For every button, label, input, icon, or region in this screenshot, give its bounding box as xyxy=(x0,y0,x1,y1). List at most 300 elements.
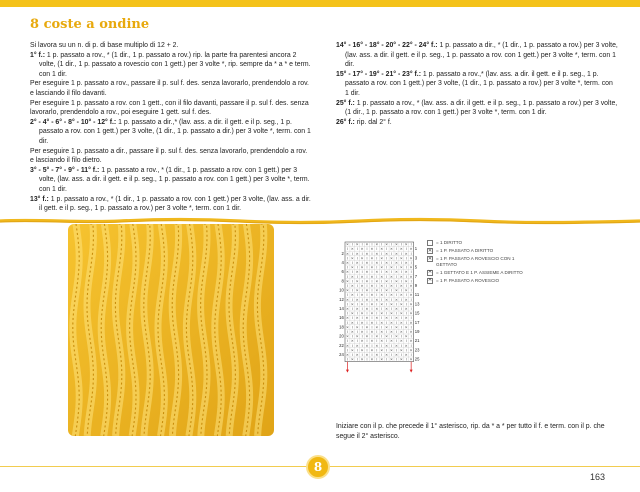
chart-cell-symbol: I xyxy=(371,242,373,247)
chart-cell-symbol: ✕ xyxy=(355,270,359,275)
chart-cell-symbol: I xyxy=(371,334,373,339)
repeat-arrow-icon xyxy=(346,370,349,373)
chart-cell-symbol: ✕ xyxy=(409,247,413,252)
chart-cell-symbol: I xyxy=(361,270,363,275)
chart-cell-symbol: I xyxy=(371,353,373,357)
chart-cell-symbol: ✕ xyxy=(409,265,413,270)
chart-cell-symbol: I xyxy=(371,307,373,311)
chart-cell-symbol: I xyxy=(386,265,388,270)
chart-cell-symbol: ✕ xyxy=(390,320,394,325)
chart-cell-symbol: I xyxy=(381,242,383,247)
chart-cell-symbol: I xyxy=(376,339,378,344)
chart-cell-symbol: I xyxy=(381,251,383,256)
legend-item xyxy=(427,270,527,276)
chart-cell-symbol: I xyxy=(391,307,393,311)
chart-cell-symbol: ✕ xyxy=(394,316,398,321)
chart-cell-symbol: ✕ xyxy=(365,279,369,284)
chart-cell-symbol: I xyxy=(395,293,397,298)
chart-cell-symbol: ✕ xyxy=(350,284,354,288)
chart-cell-symbol: ✕ xyxy=(385,279,389,284)
chart-row-label: 22 xyxy=(339,342,344,348)
instruction-paragraph xyxy=(30,166,312,195)
chart-cell-symbol: ✕ xyxy=(355,279,359,284)
chart-cell-symbol: ✕ xyxy=(409,330,413,334)
chart-cell-symbol: I xyxy=(400,334,402,339)
chart-cell-symbol: ✕ xyxy=(404,343,408,348)
chart-cell-symbol: ✕ xyxy=(375,316,379,321)
chart-cell-symbol: ✕ xyxy=(399,284,403,288)
chart-cell-symbol: I xyxy=(386,339,388,344)
chart-cell-symbol: ✕ xyxy=(390,293,394,298)
chart-cell-symbol: I xyxy=(366,357,368,362)
chart-cell-symbol: I xyxy=(405,265,407,270)
chart-cell-symbol: ✕ xyxy=(390,256,394,261)
chart-cell-symbol: I xyxy=(366,265,368,270)
chart-cell-symbol: ✕ xyxy=(350,247,354,252)
chart-cell-symbol: ✕ xyxy=(365,334,369,339)
chart-cell-symbol: ✕ xyxy=(365,270,369,275)
chart-cell-symbol: ✕ xyxy=(360,265,364,270)
instruction-paragraph xyxy=(30,79,312,98)
chart-cell-symbol: ✕ xyxy=(404,307,408,311)
chart-cell-symbol: ✕ xyxy=(350,274,354,279)
chart-cell-symbol: I xyxy=(405,293,407,298)
chart-cell-symbol: ✕ xyxy=(350,348,354,353)
instruction-text: 1 p. passato a rov., * (lav. ass. a dir. il gett. e il p. seg., 1 p. passato a rov.) per 3 volte, (1 dir., 1 p. passato a rov. con 1 gett.) per 3 volte *, term. con 1 dir. xyxy=(345,99,618,117)
chart-cell-symbol: I xyxy=(351,307,353,311)
chart-row-label: 7 xyxy=(414,273,418,279)
chart-cell-symbol: I xyxy=(395,265,397,270)
chart-row-label: 16 xyxy=(339,315,344,321)
chart-cell-symbol: I xyxy=(371,251,373,256)
chart-cell-symbol: I xyxy=(351,343,353,348)
instruction-paragraph xyxy=(30,99,312,118)
chart-cell-symbol: ✕ xyxy=(399,348,403,353)
chart-cell-symbol: I xyxy=(376,284,378,288)
chart-cell-symbol: I xyxy=(386,274,388,279)
chart-row-label: 15 xyxy=(414,310,420,316)
chart-cell-symbol: ✕ xyxy=(404,251,408,256)
chart-cell-symbol: ✕ xyxy=(404,316,408,321)
chart-cell-symbol: I xyxy=(386,293,388,298)
chart-cell-symbol: I xyxy=(366,274,368,279)
chart-cell-symbol: ✕ xyxy=(409,348,413,353)
instruction-paragraph xyxy=(336,118,618,128)
chart-cell-symbol: ✕ xyxy=(350,265,354,270)
chart-cell-symbol: I xyxy=(346,330,348,334)
chart-cell-symbol: I xyxy=(400,288,402,293)
chart-cell-symbol: ✕ xyxy=(345,307,349,311)
chart-cell-symbol: ✕ xyxy=(345,297,349,302)
chart-cell-symbol: I xyxy=(391,270,393,275)
chart-cell-symbol: I xyxy=(405,357,407,362)
chart-cell-symbol: I xyxy=(346,293,348,298)
instruction-paragraph xyxy=(30,147,312,166)
chart-cell-symbol: I xyxy=(395,274,397,279)
chart-cell-symbol: I xyxy=(410,334,412,339)
chart-cell-symbol: ✕ xyxy=(360,274,364,279)
chart-cell-symbol: I xyxy=(381,334,383,339)
chart-cell-symbol: ✕ xyxy=(375,307,379,311)
chart-cell-symbol: ✕ xyxy=(345,325,349,330)
chart-cell-symbol: I xyxy=(381,325,383,330)
chart-cell-symbol: ✕ xyxy=(380,357,384,362)
chart-cell-symbol: I xyxy=(395,357,397,362)
chart-cell-symbol: I xyxy=(410,251,412,256)
chart-cell-symbol: ✕ xyxy=(399,274,403,279)
instruction-paragraph xyxy=(30,195,312,214)
chart-cell-symbol: I xyxy=(405,330,407,334)
chart-cell-symbol: I xyxy=(356,247,358,252)
chart-cell-symbol: I xyxy=(386,284,388,288)
instruction-text: rip. dal 2° f. xyxy=(354,118,392,126)
chart-cell-symbol: ✕ xyxy=(380,256,384,261)
row-label: 3° - 5° - 7° - 9° - 11° f.: xyxy=(30,166,100,174)
chart-cell-symbol: I xyxy=(386,330,388,334)
knitted-swatch-photo xyxy=(68,224,274,436)
chart-cell-symbol: ✕ xyxy=(380,311,384,316)
chart-cell-symbol: I xyxy=(376,330,378,334)
chart-cell-symbol: I xyxy=(371,316,373,321)
chart-cell-symbol: I xyxy=(361,334,363,339)
instruction-paragraph xyxy=(30,51,312,80)
chart-cell-symbol: ✕ xyxy=(380,247,384,252)
chart-cell-symbol: I xyxy=(356,348,358,353)
chart-cell-symbol: ✕ xyxy=(399,357,403,362)
chart-cell-symbol: I xyxy=(346,302,348,307)
chart-cell-symbol: I xyxy=(366,348,368,353)
chart-cell-symbol: I xyxy=(361,251,363,256)
chart-cell-symbol: ✕ xyxy=(370,330,374,334)
chart-cell-symbol: ✕ xyxy=(360,320,364,325)
chart-cell-symbol: ✕ xyxy=(355,251,359,256)
chart-cell-symbol: ✕ xyxy=(394,353,398,357)
chart-cell-symbol: ✕ xyxy=(399,311,403,316)
chart-cell-symbol: ✕ xyxy=(380,320,384,325)
chart-cell-symbol: I xyxy=(366,330,368,334)
chart-cell-symbol: I xyxy=(400,279,402,284)
chart-cell-symbol: I xyxy=(381,307,383,311)
chart-cell-symbol: I xyxy=(366,339,368,344)
chart-cell-symbol: ✕ xyxy=(375,242,379,247)
legend-text: = 1 DIRITTO xyxy=(436,240,463,245)
chart-cell-symbol: I xyxy=(386,357,388,362)
chart-cell-symbol: ✕ xyxy=(365,242,369,247)
chart-cell-symbol: I xyxy=(356,311,358,316)
chart-cell-symbol: I xyxy=(356,330,358,334)
chart-cell-symbol: I xyxy=(361,353,363,357)
chart-cell-symbol: I xyxy=(356,284,358,288)
chart-cell-symbol: I xyxy=(356,357,358,362)
knitting-chart xyxy=(332,238,432,378)
chart-cell-symbol: I xyxy=(366,247,368,252)
chart-cell-symbol: ✕ xyxy=(394,288,398,293)
top-accent-bar xyxy=(0,0,640,7)
chart-cell-symbol: I xyxy=(351,288,353,293)
chart-cell-symbol: I xyxy=(351,261,353,265)
chart-cell-symbol: I xyxy=(405,274,407,279)
chart-cell-symbol: ✕ xyxy=(390,274,394,279)
chart-cell-symbol: ✕ xyxy=(404,353,408,357)
chart-cell-symbol: I xyxy=(391,325,393,330)
chart-cell-symbol: ✕ xyxy=(350,311,354,316)
chart-cell-symbol: I xyxy=(371,261,373,265)
chart-cell-symbol: ✕ xyxy=(345,279,349,284)
repeat-arrow-icon xyxy=(410,370,413,373)
chart-cell-symbol: ✕ xyxy=(355,325,359,330)
chart-cell-symbol: I xyxy=(361,288,363,293)
chart-row-label: 4 xyxy=(341,260,344,265)
chart-cell-symbol: ✕ xyxy=(409,293,413,298)
chart-cell-symbol: ✕ xyxy=(399,247,403,252)
chart-cell-symbol: I xyxy=(400,270,402,275)
chart-cell-symbol: ✕ xyxy=(409,302,413,307)
legend-text: = 1 P. PASSATO A ROVESCIO xyxy=(436,277,500,283)
chart-row-label: 9 xyxy=(414,283,418,288)
chart-cell-symbol: I xyxy=(386,247,388,252)
chart-cell-symbol: I xyxy=(410,279,412,284)
chart-cell-symbol: I xyxy=(386,256,388,261)
chart-cell-symbol: I xyxy=(361,297,363,302)
chart-cell-symbol: I xyxy=(376,265,378,270)
chart-cell-symbol: ✕ xyxy=(385,297,389,302)
chart-cell-symbol: ✕ xyxy=(380,339,384,344)
chart-cell-symbol: I xyxy=(346,357,348,362)
instruction-text: 1 p. passato a dir., * (1 dir., 1 p. passato a rov.) per 3 volte, (lav. ass. a dir. il gett. e il p. seg., 1 p. passato a rov. con 1 gett.) per 3 volte *, term. con 1 dir. xyxy=(345,42,618,69)
chart-cell-symbol: I xyxy=(366,293,368,298)
chart-cell-symbol: I xyxy=(371,270,373,275)
chart-cell-symbol: ✕ xyxy=(380,293,384,298)
instruction-paragraph xyxy=(30,118,312,147)
row-label: 25° f.: xyxy=(336,99,355,107)
chart-cell-symbol: ✕ xyxy=(370,320,374,325)
chart-cell-symbol: I xyxy=(395,330,397,334)
chart-cell-symbol: I xyxy=(346,247,348,252)
chart-cell-symbol: ✕ xyxy=(385,325,389,330)
chart-cell-symbol: I xyxy=(405,284,407,288)
chart-cell-symbol: ✕ xyxy=(365,316,369,321)
instruction-text: Per eseguire 1 p. passato a rov., passare il p. sul f. des. senza lavorarlo, prendendolo a rov. e lasciando il filo davanti. xyxy=(30,80,309,97)
instruction-text: 1 p. passato a rov., * (1 dir., 1 p. passato a rov.) rip. la parte fra parentesi ancora 2 volte, (1 dir., 1 p. passato a rovescio con 1 gett.) per 3 volte *, rip. sempre da * a * e term. con 1 dir. xyxy=(39,51,311,78)
legend-text: = 1 GETTATO E 1 P. ASSIEME A DIRITTO xyxy=(436,269,523,275)
chart-cell-symbol: ✕ xyxy=(345,334,349,339)
row-label: 26° f.: xyxy=(336,118,355,126)
chart-cell-symbol: ✕ xyxy=(404,270,408,275)
chart-cell-symbol: I xyxy=(391,316,393,321)
chart-cell-symbol: I xyxy=(386,302,388,307)
chart-cell-symbol: I xyxy=(400,307,402,311)
row-label: 14° - 16° - 18° - 20° - 22° - 24° f.: xyxy=(336,42,438,49)
chart-cell-symbol: ✕ xyxy=(390,330,394,334)
chart-cell-symbol: ✕ xyxy=(385,270,389,275)
chart-cell-symbol: ✕ xyxy=(355,353,359,357)
chart-cell-symbol: ✕ xyxy=(394,297,398,302)
legend-symbol-icon: ✕ xyxy=(427,269,433,276)
chart-cell-symbol: ✕ xyxy=(360,330,364,334)
chart-cell-symbol: ✕ xyxy=(399,339,403,344)
chart-cell-symbol: I xyxy=(391,279,393,284)
chart-cell-symbol: I xyxy=(381,261,383,265)
chart-cell-symbol: I xyxy=(366,311,368,316)
chart-cell-symbol: ✕ xyxy=(375,251,379,256)
chart-cell-symbol: ✕ xyxy=(390,311,394,316)
chart-cell-symbol: I xyxy=(391,343,393,348)
chart-cell-symbol: ✕ xyxy=(375,325,379,330)
chart-cell-symbol: ✕ xyxy=(360,247,364,252)
chart-cell-symbol: I xyxy=(361,316,363,321)
chart-cell-symbol: ✕ xyxy=(409,320,413,325)
chart-cell-symbol: I xyxy=(361,242,363,247)
chart-cell-symbol: ✕ xyxy=(390,265,394,270)
chart-cell-symbol: ✕ xyxy=(365,307,369,311)
instruction-text: Per eseguire 1 p. passato a dir., passare il p. sul f. des. senza lavorarlo, prendendolo a rov. e lasciando il filo dietro. xyxy=(30,147,308,165)
chart-cell-symbol: ✕ xyxy=(345,353,349,357)
row-label: 15° - 17° - 19° - 21° - 23° f.: xyxy=(336,70,422,78)
chart-cell-symbol: ✕ xyxy=(370,256,374,261)
chart-cell-symbol: ✕ xyxy=(409,339,413,344)
chart-cell-symbol: I xyxy=(376,320,378,325)
instruction-text: 1 p. passato a rov.,* (lav. ass. a dir. il gett. e il p. seg., 1 p. passato a rov. con 1 gett.) per 3 volte, (1 dir., 1 p. passato a rov.) per 3 volte *, term. con 1 dir. xyxy=(345,70,613,97)
chart-row-label: 10 xyxy=(339,287,344,293)
chart-cell-symbol: I xyxy=(356,293,358,298)
chart-cell-symbol: ✕ xyxy=(375,353,379,357)
chart-cell-symbol: I xyxy=(361,325,363,330)
instruction-paragraph xyxy=(336,99,618,118)
chart-cell-symbol: ✕ xyxy=(350,256,354,261)
chart-cell-symbol: I xyxy=(366,302,368,307)
chart-cell-symbol: ✕ xyxy=(375,270,379,275)
chart-cell-symbol: I xyxy=(405,348,407,353)
chart-row-label: 25 xyxy=(414,356,420,362)
chart-cell-symbol: ✕ xyxy=(365,325,369,330)
chart-cell-symbol: ✕ xyxy=(375,288,379,293)
chart-cell-symbol: ✕ xyxy=(360,339,364,344)
chart-cell-symbol: I xyxy=(346,320,348,325)
chart-cell-symbol: ✕ xyxy=(350,339,354,344)
chart-cell-symbol: I xyxy=(351,353,353,357)
chart-cell-symbol: I xyxy=(386,320,388,325)
row-label: 2° - 4° - 6° - 8° - 10° - 12° f.: xyxy=(30,118,117,126)
chart-cell-symbol: I xyxy=(351,242,353,247)
chart-cell-symbol: I xyxy=(400,261,402,265)
chart-cell-symbol: ✕ xyxy=(365,261,369,265)
chart-cell-symbol: I xyxy=(351,270,353,275)
chart-cell-symbol: I xyxy=(351,297,353,302)
chart-cell-symbol: ✕ xyxy=(394,325,398,330)
chart-row-label: 5 xyxy=(414,264,418,270)
chart-cell-symbol: ✕ xyxy=(350,293,354,298)
chart-cell-symbol: ✕ xyxy=(370,247,374,252)
legend-item xyxy=(427,248,527,254)
chart-cell-symbol: ✕ xyxy=(404,261,408,265)
chart-cell-symbol: I xyxy=(356,302,358,307)
instruction-text: 1 p. passato a rov., * (1 dir., 1 p. passato a rov. con 1 gett.) per 3 volte, (lav. ass. a dir. il gett. e il p. seg., 1 p. passato a rov. con 1 gett.) per 3 volte *, term. con 1 dir. xyxy=(39,166,310,193)
chart-cell-symbol: ✕ xyxy=(404,279,408,284)
chart-cell-symbol: ✕ xyxy=(350,330,354,334)
chart-cell-symbol: ✕ xyxy=(360,284,364,288)
chart-cell-symbol: I xyxy=(395,256,397,261)
chart-cell-symbol: ✕ xyxy=(394,279,398,284)
chart-cell-symbol: I xyxy=(361,343,363,348)
chart-cell-symbol: ✕ xyxy=(345,288,349,293)
chart-cell-symbol: ✕ xyxy=(345,270,349,275)
chart-cell-symbol: I xyxy=(410,270,412,275)
chart-cell-symbol: ✕ xyxy=(375,279,379,284)
chart-cell-symbol: ✕ xyxy=(355,307,359,311)
chart-cell-symbol: ✕ xyxy=(355,343,359,348)
chart-cell-symbol: I xyxy=(346,274,348,279)
chart-cell-symbol: I xyxy=(391,261,393,265)
chart-row-label: 3 xyxy=(414,255,418,261)
chart-cell-symbol: I xyxy=(386,348,388,353)
chart-cell-symbol: I xyxy=(361,279,363,284)
chart-cell-symbol: ✕ xyxy=(390,348,394,353)
chart-cell-symbol: I xyxy=(395,284,397,288)
chart-cell-symbol: ✕ xyxy=(394,242,398,247)
chart-cell-symbol: ✕ xyxy=(380,284,384,288)
chart-cell-symbol: ✕ xyxy=(385,353,389,357)
chart-cell-symbol: ✕ xyxy=(394,270,398,275)
chart-cell-symbol: ✕ xyxy=(380,265,384,270)
chart-cell-symbol: I xyxy=(405,302,407,307)
chart-row-label: 14 xyxy=(339,306,344,311)
chart-cell-symbol: I xyxy=(376,274,378,279)
chart-cell-symbol: I xyxy=(376,302,378,307)
chart-cell-symbol: ✕ xyxy=(375,334,379,339)
chart-cell-symbol: I xyxy=(356,274,358,279)
chart-cell-symbol: I xyxy=(366,284,368,288)
chart-cell-symbol: ✕ xyxy=(370,274,374,279)
chart-cell-symbol: I xyxy=(410,307,412,311)
chart-cell-symbol: I xyxy=(346,348,348,353)
chart-cell-symbol: I xyxy=(410,353,412,357)
legend-symbol-icon: ✕ xyxy=(427,255,433,262)
chart-cell-symbol: ✕ xyxy=(375,343,379,348)
chart-cell-symbol: ✕ xyxy=(370,311,374,316)
chart-cell-symbol: ✕ xyxy=(360,357,364,362)
chart-cell-symbol: I xyxy=(371,288,373,293)
chart-cell-symbol: I xyxy=(376,247,378,252)
chart-row-label: 6 xyxy=(341,269,344,275)
chart-cell-symbol: I xyxy=(391,251,393,256)
chart-cell-symbol: ✕ xyxy=(350,357,354,362)
chart-cell-symbol: ✕ xyxy=(360,311,364,316)
chart-row-label: 2 xyxy=(341,250,344,256)
chart-cell-symbol: ✕ xyxy=(355,334,359,339)
chart-cell-symbol: I xyxy=(391,242,393,247)
chart-cell-symbol: ✕ xyxy=(385,251,389,256)
chart-row-label: 13 xyxy=(414,301,420,307)
instructions-right-column xyxy=(336,41,618,127)
chart-cell-symbol: ✕ xyxy=(399,302,403,307)
chart-cell-symbol: I xyxy=(400,242,402,247)
chart-cell-symbol: I xyxy=(400,325,402,330)
chart-cell-symbol: ✕ xyxy=(409,311,413,316)
chart-row-label: 8 xyxy=(341,278,344,284)
chart-cell-symbol: I xyxy=(366,320,368,325)
row-label: 1° f.: xyxy=(30,51,46,59)
chart-cell-symbol: I xyxy=(391,288,393,293)
chart-cell-symbol: ✕ xyxy=(345,316,349,321)
chart-cell-symbol: I xyxy=(395,302,397,307)
chart-cell-symbol: I xyxy=(410,261,412,265)
chart-cell-symbol: ✕ xyxy=(380,348,384,353)
chart-cell-symbol: I xyxy=(376,256,378,261)
chart-cell-symbol: I xyxy=(361,261,363,265)
chart-cell-symbol: I xyxy=(386,311,388,316)
chart-cell-symbol: ✕ xyxy=(365,297,369,302)
chart-cell-symbol: ✕ xyxy=(345,261,349,265)
